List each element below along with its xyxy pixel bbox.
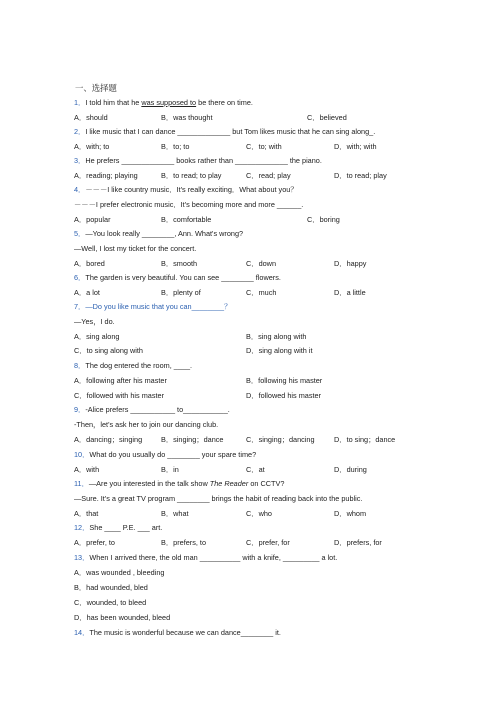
- option-d[interactable]: D．to read; play: [334, 171, 387, 180]
- question-text: The garden is very beautiful. You can see ________ flowers.: [85, 273, 281, 282]
- question-3: [74, 156, 322, 165]
- option-a[interactable]: A．following after his master: [74, 376, 167, 385]
- option-b[interactable]: B．prefers, to: [161, 538, 207, 547]
- question-number: 1．: [74, 98, 86, 107]
- option-c[interactable]: C．to; with: [246, 142, 282, 151]
- option-c[interactable]: C．who: [246, 509, 272, 518]
- option-b[interactable]: B．in: [161, 465, 179, 474]
- option-c[interactable]: C．believed: [307, 113, 347, 122]
- underlined-phrase: was supposed to: [141, 98, 197, 107]
- question-10: [74, 450, 256, 459]
- option-b[interactable]: B．sing along with: [246, 332, 307, 341]
- option-a[interactable]: A．was wounded , bleeding: [74, 568, 165, 577]
- dialogue-line-1-end: on CCTV?: [248, 479, 285, 488]
- dialogue-line-1: -Alice prefers ___________ to___________.: [85, 405, 230, 414]
- question-number: 5．: [74, 229, 86, 238]
- option-b[interactable]: B．had wounded, bled: [74, 583, 148, 592]
- question-number: 3．: [74, 156, 86, 165]
- question-text-end: be there on time.: [198, 98, 253, 107]
- option-c[interactable]: C．wounded, to bleed: [74, 598, 147, 607]
- option-b[interactable]: B．comfortable: [161, 215, 212, 224]
- option-c[interactable]: C．down: [246, 259, 277, 268]
- option-a[interactable]: A．should: [74, 113, 108, 122]
- option-b[interactable]: B．singing；dance: [161, 435, 224, 444]
- option-c[interactable]: C．much: [246, 288, 277, 297]
- question-number: 4．: [74, 185, 86, 194]
- option-d[interactable]: D．prefers, for: [334, 538, 382, 547]
- question-number: 9．: [74, 405, 86, 414]
- dialogue-line-2: —Well, I lost my ticket for the concert.: [74, 244, 197, 253]
- question-text: I like music that I can dance _____________ but Tom likes music that he can sing along_.: [85, 127, 376, 136]
- option-a[interactable]: A．popular: [74, 215, 111, 224]
- question-6: [74, 273, 281, 282]
- question-9: [74, 405, 230, 414]
- option-d[interactable]: D．happy: [334, 259, 367, 268]
- option-c[interactable]: C．read; play: [246, 171, 291, 180]
- question-12: [74, 523, 162, 532]
- question-text: I told him that he: [85, 98, 140, 107]
- option-c[interactable]: C．boring: [307, 215, 340, 224]
- option-a[interactable]: A．with; to: [74, 142, 110, 151]
- option-b[interactable]: B．plenty of: [161, 288, 201, 297]
- option-d[interactable]: D．during: [334, 465, 367, 474]
- question-number: 7．: [74, 302, 86, 311]
- dialogue-line-1: －－－I like country music．It's really exciting．What about you？: [85, 185, 298, 194]
- dialogue-line-2: —Yes，I do.: [74, 317, 115, 326]
- option-c[interactable]: C．singing；dancing: [246, 435, 315, 444]
- question-text: He prefers _____________ books rather than _____________ the piano.: [85, 156, 322, 165]
- question-text: She ____ P.E. ___ art.: [89, 523, 163, 532]
- option-a[interactable]: A．prefer, to: [74, 538, 115, 547]
- question-4: [74, 185, 298, 194]
- option-a[interactable]: A．sing along: [74, 332, 120, 341]
- show-title: The Reader: [209, 479, 249, 488]
- question-8: [74, 361, 192, 370]
- question-13: [74, 553, 337, 562]
- option-a[interactable]: A．that: [74, 509, 99, 518]
- dialogue-line-2: -Then，let's ask her to join our dancing club.: [74, 420, 219, 429]
- question-7: [74, 302, 231, 311]
- question-text: What do you usually do ________ your spare time?: [89, 450, 257, 459]
- question-number: 6．: [74, 273, 86, 282]
- dialogue-line-1: —Are you interested in the talk show: [88, 479, 210, 488]
- dialogue-line-1: —You look really ________, Ann. What's wrong?: [85, 229, 244, 238]
- option-d[interactable]: D．to sing；dance: [334, 435, 396, 444]
- option-a[interactable]: A．with: [74, 465, 100, 474]
- question-number: 14．: [74, 628, 90, 637]
- question-5: [74, 229, 243, 238]
- question-text: When I arrived there, the old man __________ with a knife, _________ a lot.: [89, 553, 338, 562]
- option-d[interactable]: D．with; with: [334, 142, 377, 151]
- question-number: 10．: [74, 450, 90, 459]
- option-a[interactable]: A．bored: [74, 259, 105, 268]
- option-d[interactable]: D．a little: [334, 288, 366, 297]
- question-number: 2．: [74, 127, 86, 136]
- option-d[interactable]: D．followed his master: [246, 391, 322, 400]
- option-b[interactable]: B．was thought: [161, 113, 213, 122]
- option-a[interactable]: A．reading; playing: [74, 171, 138, 180]
- option-b[interactable]: B．to read; to play: [161, 171, 222, 180]
- option-d[interactable]: D．sing along with it: [246, 346, 313, 355]
- option-d[interactable]: D．whom: [334, 509, 367, 518]
- option-d[interactable]: D．has been wounded, bleed: [74, 613, 171, 622]
- question-number: 11．: [74, 479, 89, 488]
- option-a[interactable]: A．a lot: [74, 288, 100, 297]
- option-c[interactable]: C．followed with his master: [74, 391, 165, 400]
- option-b[interactable]: B．what: [161, 509, 189, 518]
- question-11: [74, 479, 284, 488]
- question-1: [74, 98, 253, 107]
- option-c[interactable]: C．to sing along with: [74, 346, 143, 355]
- question-number: 12．: [74, 523, 90, 532]
- question-number: 13．: [74, 553, 90, 562]
- question-2: [74, 127, 375, 136]
- question-text: The dog entered the room, ____.: [85, 361, 193, 370]
- option-a[interactable]: A．dancing；singing: [74, 435, 143, 444]
- dialogue-line-1: —Do you like music that you can________？: [85, 302, 232, 311]
- option-b[interactable]: B．to; to: [161, 142, 190, 151]
- option-b[interactable]: B．smooth: [161, 259, 198, 268]
- dialogue-line-2: －－－I prefer electronic music．It's becoming more and more ______.: [74, 200, 304, 209]
- option-c[interactable]: C．prefer, for: [246, 538, 290, 547]
- option-b[interactable]: B．following his master: [246, 376, 323, 385]
- question-text: The music is wonderful because we can dance________ it.: [89, 628, 281, 637]
- dialogue-line-2: —Sure. It's a great TV program ________ brings the habit of reading back into the public.: [74, 494, 363, 503]
- section-title: 一、选择题: [75, 83, 117, 93]
- option-c[interactable]: C．at: [246, 465, 265, 474]
- question-number: 8．: [74, 361, 86, 370]
- question-14: [74, 628, 281, 637]
